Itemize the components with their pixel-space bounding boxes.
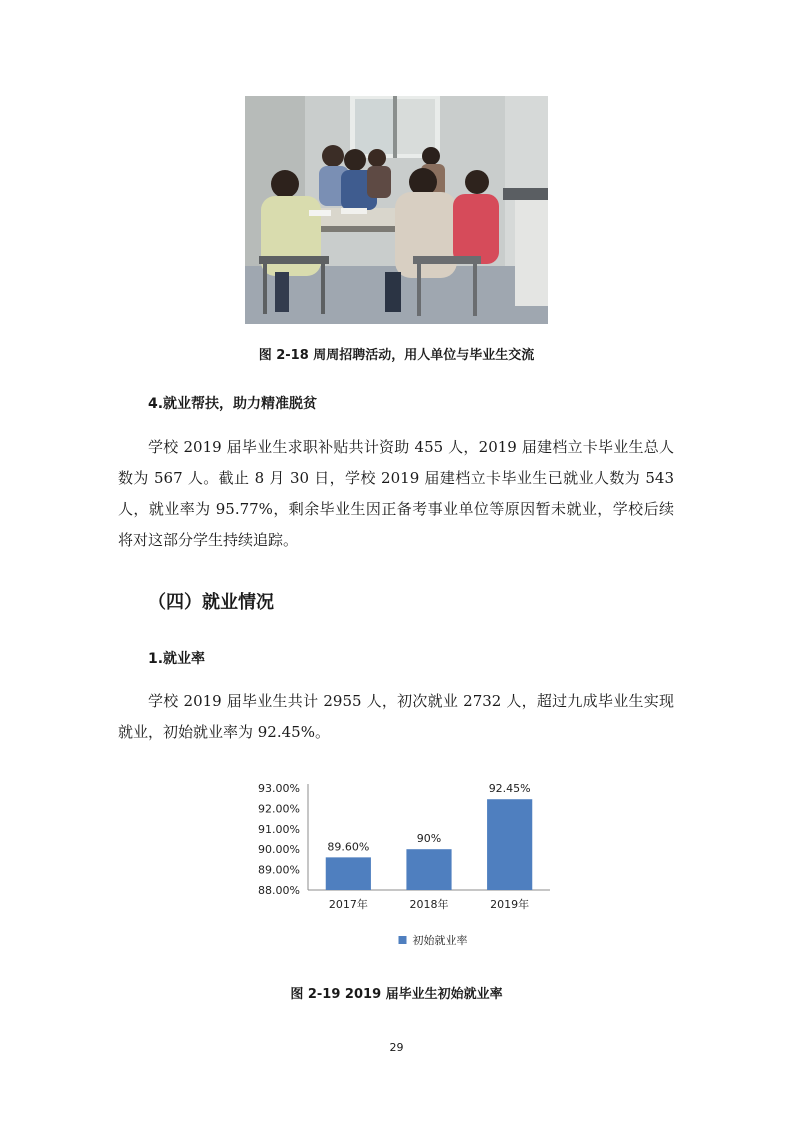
y-tick-label: 88.00% [258, 884, 300, 897]
y-tick-label: 90.00% [258, 843, 300, 857]
chart-bar [406, 849, 451, 890]
x-tick-label: 2019年 [490, 898, 530, 911]
section-heading: 4.就业帮扶，助力精准脱贫 [148, 396, 318, 412]
bar-data-label: 92.45% [488, 782, 531, 796]
figure-caption: 图 2-19 2019 届毕业生初始就业率 [290, 987, 503, 1002]
figure-caption: 图 2-18 周周招聘活动，用人单位与毕业生交流 [258, 348, 535, 363]
recruitment-activity-photo [245, 96, 548, 324]
subsection-heading: 1.就业率 [148, 651, 206, 667]
y-tick-label: 89.00% [258, 863, 300, 877]
chart-canvas [250, 770, 560, 962]
body-paragraph: 学校 2019 届毕业生共计 2955 人，初次就业 2732 人，超过九成毕业生实现就业，初始就业率为 92.45%。 [118, 692, 674, 741]
page-number: 29 [389, 1041, 404, 1054]
body-paragraph: 学校 2019 届毕业生求职补贴共计资助 455 人，2019 届建档立卡毕业生总人数为 567 人。截止 8 月 30 日，学校 2019 届建档立卡毕业生已就业人数为 543 人，就业率为 95.77%，剩余毕业生因正备考事业单位等原因暂未就业，学校后续将对这部分学生持续追踪。 [118, 438, 674, 549]
legend-swatch [399, 936, 407, 944]
chart-bar [326, 857, 371, 890]
bar-data-label: 90% [416, 832, 442, 846]
y-tick-label: 92.00% [258, 802, 300, 816]
section-title: （四）就业情况 [148, 592, 274, 613]
y-tick-label: 91.00% [258, 822, 300, 836]
x-tick-label: 2017年 [328, 898, 368, 911]
photo-illustration [245, 96, 548, 324]
chart-bar [487, 799, 532, 890]
bar-data-label: 89.60% [327, 840, 370, 854]
x-tick-label: 2018年 [409, 898, 449, 911]
y-tick-label: 93.00% [258, 782, 300, 795]
employment-rate-chart [250, 770, 560, 962]
legend-label: 初始就业率 [412, 934, 468, 947]
